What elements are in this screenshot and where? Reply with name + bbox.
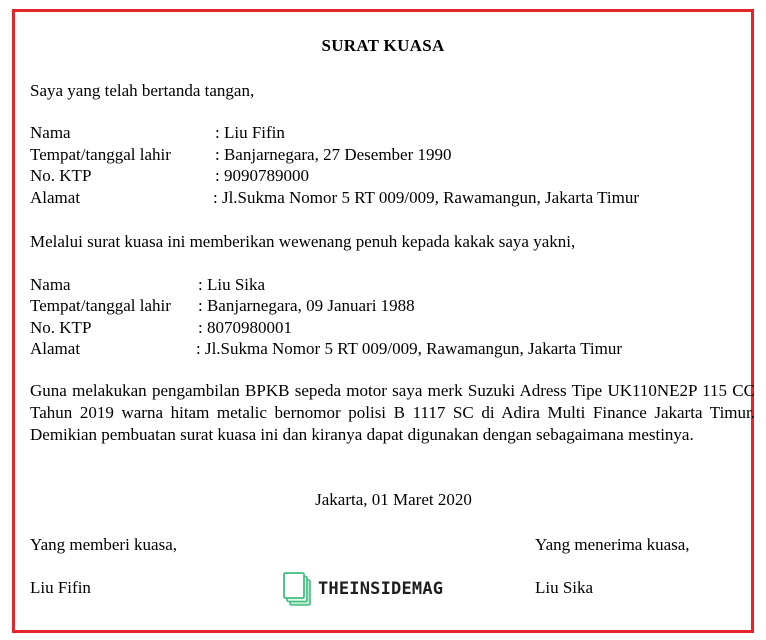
receiver-name-label: Nama: [30, 275, 71, 294]
receiver-sign-name: Liu Sika: [535, 578, 594, 597]
watermark-logo: [282, 570, 443, 608]
middle-line: Melalui surat kuasa ini memberikan wewenang penuh kepada kakak saya yakni,: [30, 232, 576, 251]
opening-line: Saya yang telah bertanda tangan,: [30, 81, 255, 100]
giver-birth-label: Tempat/tanggal lahir: [30, 145, 171, 164]
giver-address-value: : Jl.Sukma Nomor 5 RT 009/009, Rawamangun, Jakarta Timur: [213, 188, 640, 207]
receiver-ktp-label: No. KTP: [30, 318, 92, 337]
watermark-text: THEINSIDEMAG: [318, 579, 444, 599]
purpose-paragraph: Guna melakukan pengambilan BPKB sepeda motor saya merk Suzuki Adress Tipe UK110NE2P 115 CC Tahun 2019 warna hitam metalic bernomor polisi B 1117 SC di Adira Multi Finance Jakarta Timur. Demikian pembuatan surat kuasa ini dan kiranya dapat digunakan dengan sebagaimana mestinya.: [30, 381, 755, 444]
receiver-sign-label: Yang menerima kuasa,: [535, 535, 690, 554]
receiver-birth-value: : Banjarnegara, 09 Januari 1988: [198, 296, 415, 315]
letter-title: SURAT KUASA: [321, 36, 445, 55]
receiver-name-value: : Liu Sika: [198, 275, 266, 294]
giver-sign-label: Yang memberi kuasa,: [30, 535, 177, 554]
receiver-birth-label: Tempat/tanggal lahir: [30, 296, 171, 315]
receiver-address-label: Alamat: [30, 339, 81, 358]
giver-name-label: Nama: [30, 123, 71, 142]
giver-name-value: : Liu Fifin: [215, 123, 285, 142]
giver-ktp-value: : 9090789000: [215, 166, 309, 185]
giver-ktp-label: No. KTP: [30, 166, 92, 185]
place-date: Jakarta, 01 Maret 2020: [315, 490, 472, 509]
giver-birth-value: : Banjarnegara, 27 Desember 1990: [215, 145, 452, 164]
giver-address-label: Alamat: [30, 188, 81, 207]
receiver-ktp-value: : 8070980001: [198, 318, 292, 337]
receiver-address-value: : Jl.Sukma Nomor 5 RT 009/009, Rawamangun, Jakarta Timur: [196, 339, 623, 358]
stacked-pages-icon: [282, 571, 312, 607]
giver-sign-name: Liu Fifin: [30, 578, 91, 597]
